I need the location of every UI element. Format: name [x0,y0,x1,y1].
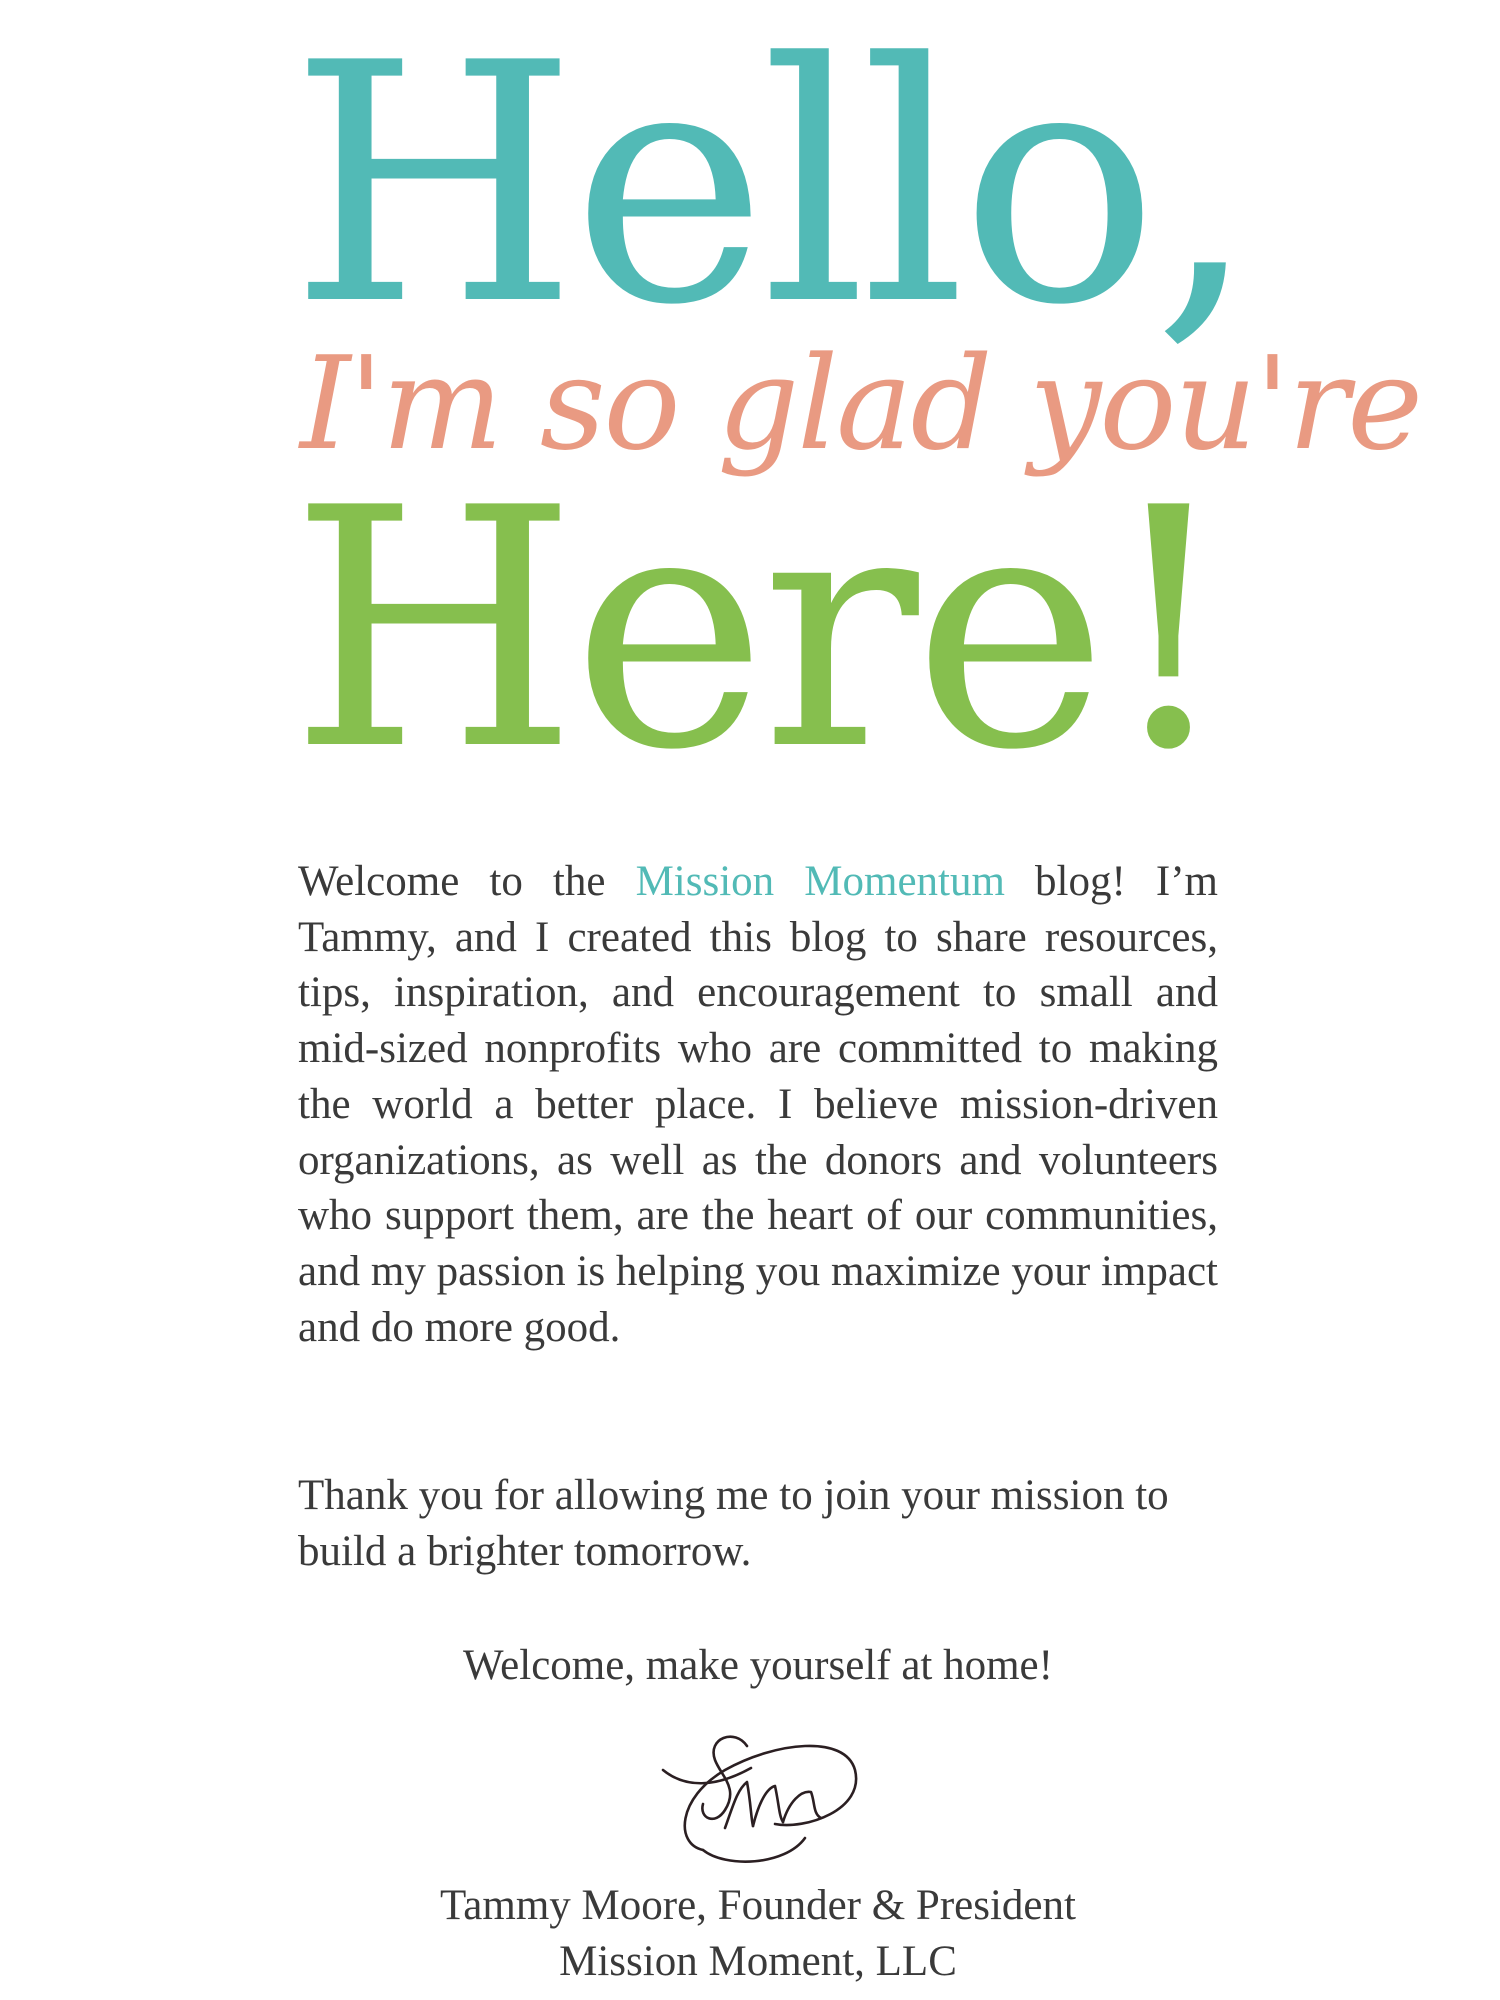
signature-company: Mission Moment, LLC [559,1938,957,1985]
signature-image [655,1718,870,1873]
hello-heading: Hello, [290,0,1252,377]
intro-text-rest: blog! I’m Tammy, and I created this blog to share resources, tips, inspiration, and encouragement to small and mid-sized nonprofits who are committed to making the world a better place. I believe mission-driven organizations, as well as the donors and volunteers who support them, are the heart of our communities, and my passion is helping you maximize your impact and do more good. [298,858,1218,1351]
intro-text-start: Welcome to the [298,858,636,905]
signature-name: Tammy Moore, Founder & President [440,1882,1076,1929]
brand-name: Mission Momentum [635,858,1005,905]
intro-paragraph [298,854,1218,1355]
here-heading: Here! [290,438,1229,822]
welcome-home-line: Welcome, make yourself at home! [463,1642,1053,1689]
glad-script-heading: I'm so glad you're [300,330,1421,479]
thanks-paragraph: Thank you for allowing me to join your mission to build a brighter tomorrow. [298,1472,1169,1575]
